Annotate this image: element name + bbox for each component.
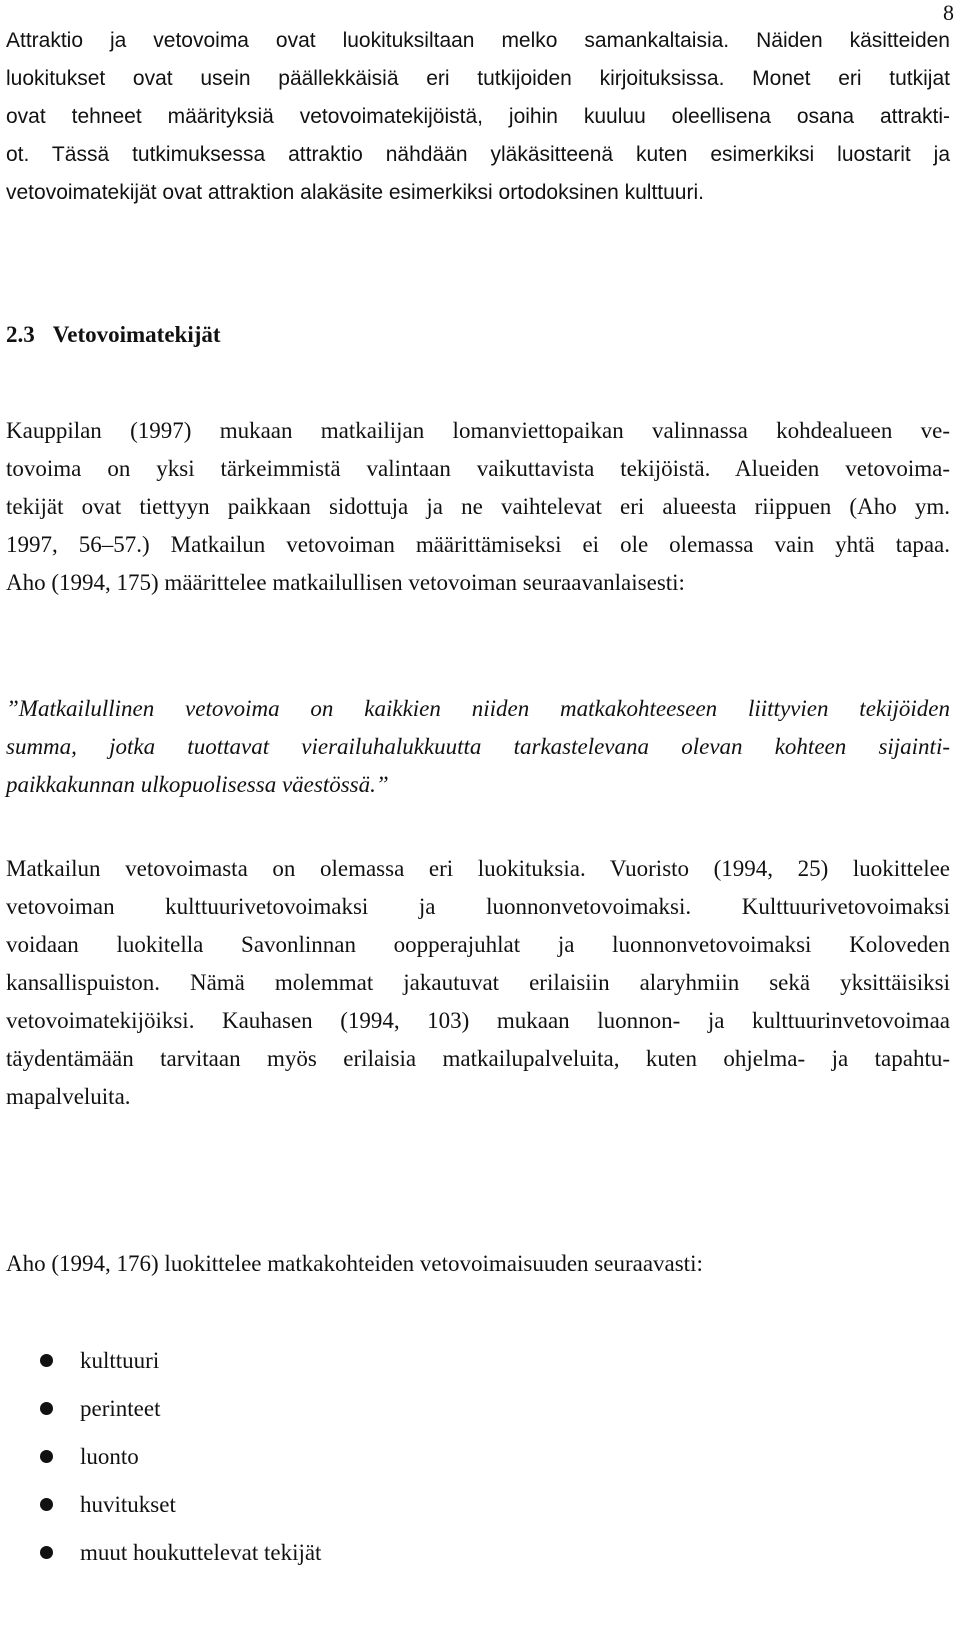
bullet-icon (40, 1546, 53, 1559)
bullet-icon (40, 1498, 53, 1511)
paragraph-line: vetovoimatekijät ovat attraktion alakäsite esimerkiksi ortodoksinen kulttuuri. (6, 181, 704, 204)
paragraph-line: täydentämään tarvitaan myös erilaisia matkailupalveluita, kuten ohjelma- ja tapahtu- (6, 1046, 950, 1071)
bullet-icon (40, 1450, 53, 1463)
paragraph-aho-luokittelu (6, 1245, 950, 1283)
list-item (6, 1534, 321, 1582)
paragraph-line: ot. Tässä tutkimuksessa attraktio nähdään yläkäsitteenä kuten esimerkiksi luostarit ja (6, 143, 950, 166)
quote-line: summa, jotka tuottavat vierailuhalukkuutta tarkastelevana olevan kohteen sijainti- (6, 734, 950, 759)
paragraph-line: ovat tehneet määrityksiä vetovoimatekijöistä, joihin kuuluu oleellisena osana attrakti- (6, 105, 950, 128)
paragraph-line: tekijät ovat tiettyyn paikkaan sidottuja ja ne vaihtelevat eri alueesta riippuen (Aho ym. (6, 494, 950, 519)
paragraph-line: luokitukset ovat usein päällekkäisiä eri tutkijoiden kirjoituksissa. Monet eri tutkijat (6, 67, 950, 90)
paragraph-line: Matkailun vetovoimasta on olemassa eri luokituksia. Vuoristo (1994, 25) luokittelee (6, 856, 950, 881)
quote-line: ”Matkailullinen vetovoima on kaikkien niiden matkakohteeseen liittyvien tekijöiden (6, 696, 950, 721)
section-title: Vetovoimatekijät (52, 322, 221, 347)
paragraph-line: vetovoimatekijöiksi. Kauhasen (1994, 103) mukaan luonnon- ja kulttuurinvetovoimaa (6, 1008, 950, 1033)
list-item (6, 1438, 321, 1486)
paragraph-line: 1997, 56–57.) Matkailun vetovoiman määrittämiseksi ei ole olemassa vain yhtä tapaa. (6, 532, 950, 557)
list-item-label: luonto (80, 1444, 139, 1469)
list-item-label: perinteet (80, 1396, 161, 1421)
paragraph-kauppila (6, 412, 950, 602)
paragraph-line: tovoima on yksi tärkeimmistä valintaan vaikuttavista tekijöistä. Alueiden vetovoima- (6, 456, 950, 481)
list-item (6, 1342, 321, 1390)
paragraph-line: Aho (1994, 176) luokittelee matkakohteiden vetovoimaisuuden seuraavasti: (6, 1251, 703, 1276)
section-heading (6, 322, 221, 348)
section-number: 2.3 (6, 322, 35, 347)
quote-line: paikkakunnan ulkopuolisessa väestössä.” (6, 772, 389, 797)
paragraph-attraktio (6, 22, 950, 212)
bullet-list (6, 1342, 321, 1582)
bullet-icon (40, 1402, 53, 1415)
block-quote (6, 690, 950, 804)
paragraph-line: Aho (1994, 175) määrittelee matkailullisen vetovoiman seuraavanlaisesti: (6, 570, 685, 595)
paragraph-line: Kauppilan (1997) mukaan matkailijan lomanviettopaikan valinnassa kohdealueen ve- (6, 418, 950, 443)
list-item (6, 1486, 321, 1534)
list-item (6, 1390, 321, 1438)
list-item-label: muut houkuttelevat tekijät (80, 1540, 322, 1565)
paragraph-line: kansallispuiston. Nämä molemmat jakautuvat erilaisiin alaryhmiin sekä yksittäisiksi (6, 970, 950, 995)
paragraph-line: mapalveluita. (6, 1084, 131, 1109)
paragraph-line: vetovoiman kulttuurivetovoimaksi ja luonnonvetovoimaksi. Kulttuurivetovoimaksi (6, 894, 950, 919)
bullet-icon (40, 1354, 53, 1367)
list-item-label: huvitukset (80, 1492, 176, 1517)
paragraph-line: Attraktio ja vetovoima ovat luokituksiltaan melko samankaltaisia. Näiden käsitteiden (6, 29, 950, 52)
list-item-label: kulttuuri (80, 1348, 160, 1373)
paragraph-luokitukset (6, 850, 950, 1116)
page-number: 8 (943, 0, 954, 25)
paragraph-line: voidaan luokitella Savonlinnan oopperajuhlat ja luonnonvetovoimaksi Koloveden (6, 932, 950, 957)
